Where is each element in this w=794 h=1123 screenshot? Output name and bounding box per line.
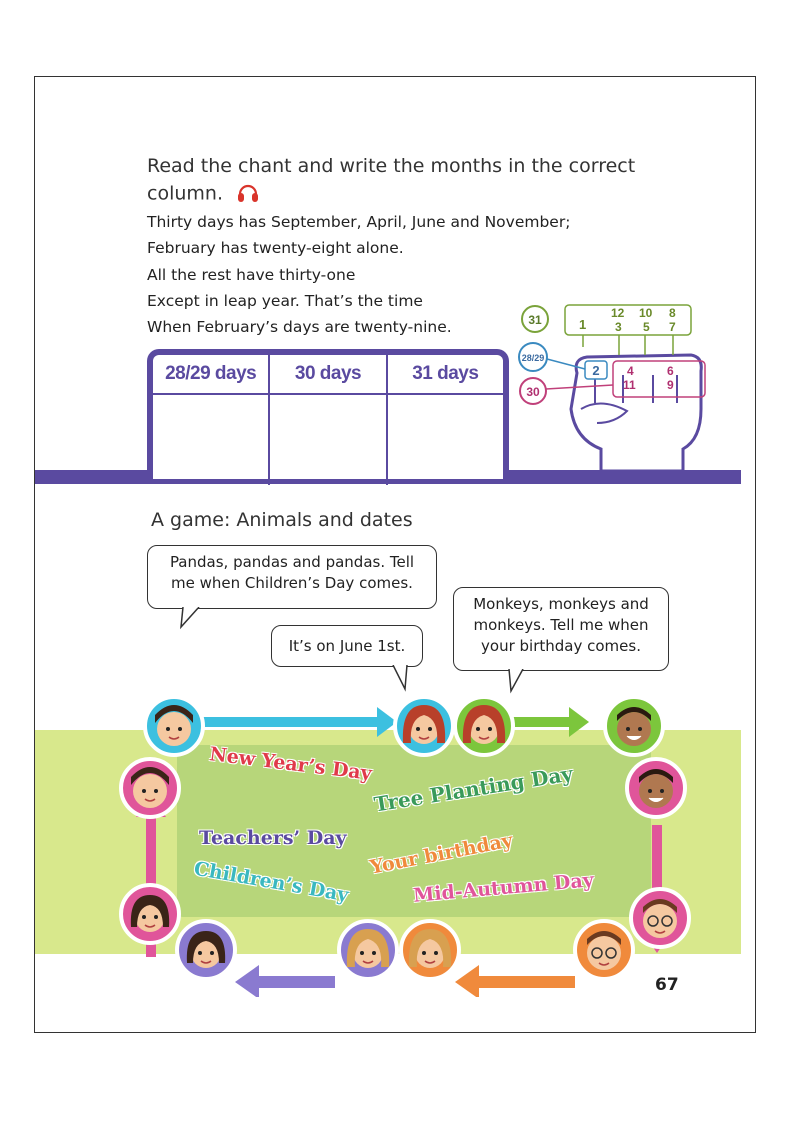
month-4: 4 (627, 364, 634, 378)
blonde-girl-avatar (399, 919, 461, 981)
label-30: 30 (526, 385, 540, 399)
table-header (153, 355, 503, 395)
boy-with-glasses-avatar (573, 919, 635, 981)
header-31-days: 31 days (386, 355, 503, 393)
girl-avatar (453, 695, 515, 757)
month-10: 10 (639, 306, 653, 320)
answer-cell-30[interactable] (268, 395, 385, 485)
table-answer-row (153, 395, 503, 485)
speech-bubble-pandas: Pandas, pandas and pandas. Tell me when Children’s Day comes. (147, 545, 437, 609)
bubble-tail (179, 607, 209, 631)
month-8: 8 (669, 306, 676, 320)
boy-with-glasses-avatar (629, 887, 691, 949)
month-6: 6 (667, 364, 674, 378)
months-12-3: 12 (611, 306, 625, 320)
header-28-29-days: 28/29 days (165, 363, 257, 384)
label-tree-planting-day: Tree Planting Day (372, 761, 575, 817)
textbook-page (34, 76, 756, 1033)
header-30-days: 30 days (268, 355, 385, 393)
chant-line: February has twenty-eight alone. (147, 239, 404, 258)
label-new-years-day: New Year’s Day (208, 743, 373, 785)
label-childrens-day: Children’s Day (192, 857, 351, 907)
label-your-birthday: Your birthday (368, 829, 515, 879)
blonde-girl-avatar (337, 919, 399, 981)
speech-bubble-answer: It’s on June 1st. (271, 625, 423, 667)
month-5: 5 (643, 320, 650, 334)
girl-avatar (175, 919, 237, 981)
month-9: 9 (667, 378, 674, 392)
kid-avatar (625, 757, 687, 819)
section-title: A game: Animals and dates (151, 509, 413, 531)
label-mid-autumn-day: Mid-Autumn Day (412, 869, 595, 907)
bubble-tail (391, 665, 415, 693)
speech-bubble-monkeys: Monkeys, monkeys and monkeys. Tell me when your birthday comes. (453, 587, 669, 671)
bubble-tail (505, 669, 529, 695)
kid-avatar (119, 757, 181, 819)
label-teachers-day: Teachers’ Day (199, 827, 347, 849)
monkey-kid-avatar (603, 695, 665, 757)
girl-avatar (393, 695, 455, 757)
chant-line: Thirty days has September, April, June and November; (147, 213, 571, 231)
answer-cell-31[interactable] (386, 395, 503, 485)
months-table (147, 349, 509, 479)
month-1: 1 (579, 317, 587, 332)
girl-avatar (119, 883, 181, 945)
instruction-text: Read the chant and write the months in the correct column. (147, 155, 636, 205)
label-31: 31 (528, 313, 542, 327)
headphones-icon (235, 178, 261, 210)
chant-line: All the rest have thirty-one (147, 265, 356, 284)
panda-kid-avatar (143, 695, 205, 757)
knuckle-hand-illustration (515, 299, 745, 483)
instruction (147, 155, 667, 210)
month-11: 11 (623, 378, 636, 392)
chant-line: When February’s days are twenty-nine. (147, 318, 452, 337)
chant (147, 209, 570, 340)
month-2: 2 (592, 363, 600, 378)
answer-cell-28-29[interactable] (153, 395, 268, 485)
month-3: 3 (615, 320, 622, 334)
chant-line: Except in leap year. That’s the time (147, 291, 423, 310)
label-28-29: 28/29 (521, 353, 545, 363)
month-7: 7 (669, 320, 676, 334)
page-number: 67 (655, 975, 679, 995)
